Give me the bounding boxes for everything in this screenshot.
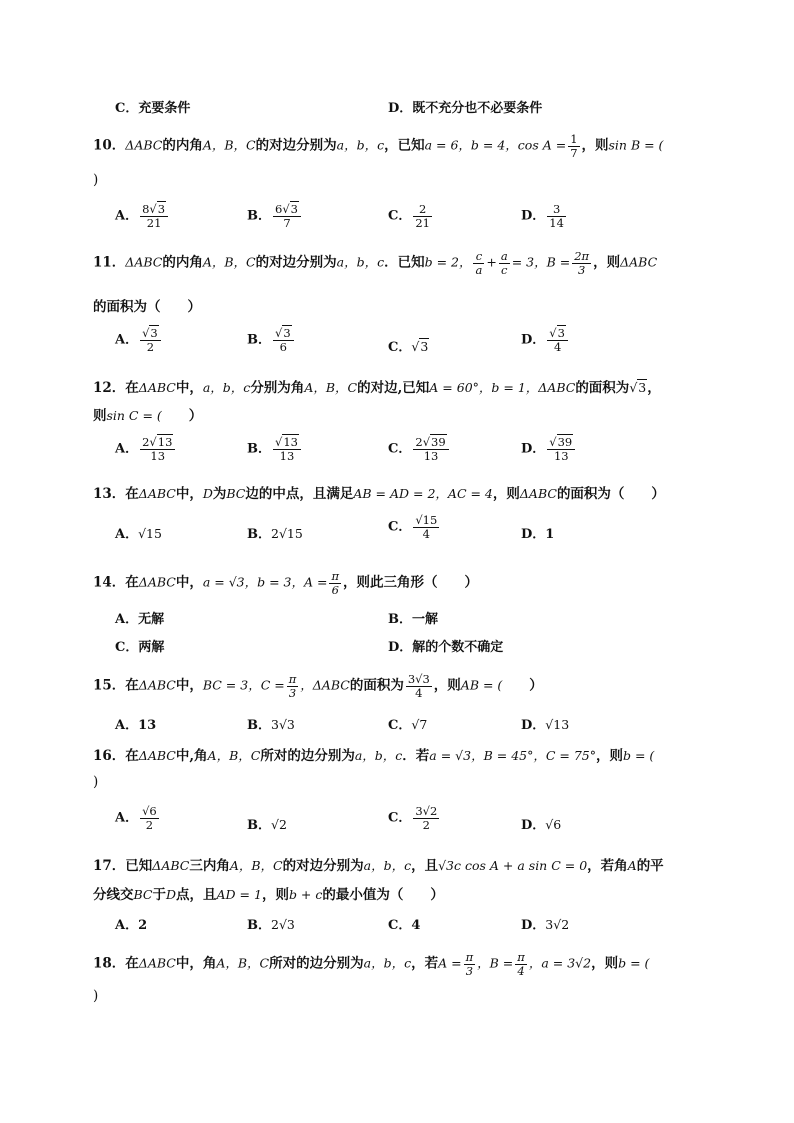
- fraction: $\frac{2√13}{13}$: [140, 436, 175, 462]
- q16-option-c: [388, 805, 441, 831]
- option-text: 一解: [412, 612, 439, 627]
- text: ，则: [492, 486, 520, 502]
- fraction: $\frac{\pi}{3}$: [288, 672, 297, 700]
- question-number: 10．: [93, 137, 126, 154]
- option-label: C．: [388, 718, 412, 733]
- option-label: A．: [115, 918, 139, 933]
- question-number: 15．: [93, 677, 126, 694]
- math: A，B，C: [202, 254, 256, 270]
- option-label: C．: [388, 918, 412, 933]
- math: b + c: [288, 887, 323, 902]
- option-value: 2: [138, 918, 148, 933]
- math: ΔABC: [138, 748, 176, 763]
- q13-option-c: [388, 514, 441, 540]
- q15-option-a: [115, 714, 156, 733]
- q12-stem: [93, 376, 661, 396]
- fraction: $\frac{6√3}{7}$: [273, 203, 301, 229]
- math: ΔABC: [152, 858, 190, 873]
- option-label: C．: [388, 519, 412, 535]
- text: 中,角: [175, 748, 208, 764]
- option-label: A．: [115, 208, 139, 224]
- math: ΔABC: [138, 574, 176, 590]
- q17-option-d: [521, 914, 569, 933]
- q17-option-c: [388, 914, 420, 933]
- option-label: D．: [521, 918, 546, 933]
- text: 为: [212, 486, 227, 502]
- math: D: [165, 887, 177, 902]
- fraction: $\frac{8√3}{21}$: [140, 203, 168, 229]
- text: ）: [161, 408, 203, 424]
- q13-stem: [93, 482, 665, 502]
- math: A: [627, 858, 637, 873]
- fraction: $\frac{\pi}{3}$: [465, 950, 474, 978]
- option-label: D．: [388, 101, 413, 116]
- text: 的对边分别为: [255, 137, 337, 154]
- q10-option-c: [388, 203, 434, 229]
- q16-option-a: [115, 805, 161, 831]
- text: ，则此三角形（ ）: [343, 574, 479, 591]
- text: 在: [125, 748, 139, 764]
- text: 在: [125, 574, 139, 591]
- math: AB = (: [460, 677, 503, 693]
- math: b = (: [618, 955, 650, 971]
- q18-close: ): [93, 988, 99, 1004]
- text: 所对的边分别为: [260, 748, 355, 764]
- option-label: D．: [521, 527, 546, 542]
- option-label: B．: [247, 718, 271, 733]
- text: 的面积为: [575, 380, 630, 396]
- math: sin C = (: [106, 408, 162, 423]
- q15-option-c: [388, 714, 427, 733]
- q16-option-d: [521, 814, 561, 833]
- math: A，B，C: [304, 380, 358, 395]
- question-number: 12．: [93, 380, 126, 396]
- question-number: 17．: [93, 858, 126, 874]
- math: +: [486, 254, 497, 270]
- q16-stem: [93, 744, 654, 764]
- math: a = √3，b = 3，A =: [202, 574, 328, 590]
- q9-option-c: [115, 97, 190, 116]
- text: 则: [93, 408, 107, 424]
- math: a = √3，B = 45°，C = 75°: [429, 748, 596, 763]
- q15-option-d: [521, 714, 569, 733]
- fraction: $\frac{2}{21}$: [415, 202, 430, 230]
- text: ，则: [261, 887, 289, 903]
- radical: √3: [629, 380, 647, 395]
- text: 所对的边分别为: [269, 955, 364, 972]
- math: A = 60°，b = 1，ΔABC: [429, 380, 576, 395]
- q13-option-a: [115, 523, 162, 542]
- fraction: $\frac{c}{a}$: [475, 249, 483, 277]
- option-label: C．: [388, 810, 412, 826]
- option-value: 3√2: [545, 917, 570, 932]
- math: AB = AD = 2，AC = 4: [353, 486, 493, 501]
- math: a，b，c: [354, 748, 403, 763]
- text: 的对边分别为: [255, 254, 337, 271]
- question-number: 13．: [93, 486, 126, 502]
- option-value: 3√3: [271, 717, 295, 732]
- q11-stem: [93, 250, 657, 276]
- fraction: $\frac{√3}{6}$: [273, 327, 294, 353]
- q17-stem: [93, 854, 664, 874]
- math: a，b，c: [363, 858, 412, 873]
- math: b = 2，: [424, 254, 472, 270]
- math: √3c cos A + a sin C = 0: [438, 858, 588, 873]
- math: a，b，c: [336, 137, 385, 153]
- option-label: D．: [521, 818, 546, 833]
- q17-option-a: [115, 914, 147, 933]
- fraction: $\frac{2√39}{13}$: [413, 436, 448, 462]
- q11-option-d: [521, 327, 570, 353]
- text: ．若: [402, 748, 430, 764]
- option-label: B．: [247, 332, 271, 348]
- option-label: B．: [247, 818, 271, 833]
- text: 中，: [175, 486, 203, 502]
- option-text: 两解: [138, 640, 165, 655]
- option-text: 解的个数不确定: [412, 640, 504, 655]
- option-label: D．: [521, 441, 546, 457]
- option-value: √15: [138, 526, 162, 541]
- text: 的平: [636, 858, 664, 874]
- option-label: D．: [388, 640, 413, 655]
- option-text: 既不充分也不必要条件: [412, 101, 543, 116]
- option-label: C．: [115, 101, 139, 116]
- q12-option-a: [115, 436, 177, 462]
- math: ΔABC: [125, 254, 163, 270]
- fraction: $\frac{√15}{4}$: [415, 513, 438, 541]
- option-label: B．: [247, 208, 271, 224]
- text: ，则: [433, 677, 461, 694]
- option-value: √2: [271, 817, 287, 832]
- fraction: $\frac{3}{14}$: [549, 202, 564, 230]
- text: 在: [125, 486, 139, 502]
- math: AD = 1: [216, 887, 262, 902]
- q17-line2: [93, 883, 444, 903]
- text: ，: [647, 380, 661, 396]
- math: A，B，C: [207, 748, 261, 763]
- text: 的面积为（ ）: [556, 486, 665, 502]
- q17-option-b: [247, 914, 295, 933]
- option-value: 1: [545, 527, 555, 542]
- math: ，a = 3√2: [528, 955, 592, 971]
- option-value: 2√3: [271, 917, 295, 932]
- math: ΔABC: [138, 486, 176, 501]
- fraction: $\frac{\pi}{6}$: [331, 569, 340, 597]
- math: a，b，c: [336, 254, 385, 270]
- option-value: 13: [138, 718, 157, 733]
- option-label: B．: [247, 527, 271, 542]
- q14-option-a: [115, 608, 164, 627]
- q12-option-d: [521, 436, 577, 462]
- text: ，则: [581, 137, 609, 154]
- math: = 3，B =: [511, 254, 571, 270]
- text: ，若: [411, 955, 439, 972]
- option-label: A．: [115, 332, 139, 348]
- option-label: A．: [115, 527, 139, 542]
- q9-option-d: [388, 97, 542, 116]
- option-value: √6: [545, 817, 562, 832]
- question-number: 18．: [93, 955, 126, 972]
- text: ）: [502, 677, 543, 694]
- option-label: B．: [388, 612, 412, 627]
- text: 在: [125, 380, 139, 396]
- q13-option-b: [247, 523, 303, 542]
- math: ，ΔABC: [300, 677, 350, 693]
- q14-option-b: [388, 608, 438, 627]
- text: 的内角: [162, 254, 203, 271]
- fraction: $\frac{2\pi}{3}$: [574, 249, 590, 277]
- math: ΔABC: [620, 254, 658, 270]
- text: 中，: [175, 677, 203, 694]
- fraction: $\frac{√13}{13}$: [273, 436, 301, 462]
- math: A，B，C: [216, 955, 270, 971]
- text: 点，且: [176, 887, 217, 903]
- q11-option-a: [115, 327, 163, 353]
- option-value: 2√15: [271, 526, 303, 541]
- math: A，B，C: [202, 137, 256, 153]
- q10-option-d: [521, 203, 568, 229]
- q16-option-b: [247, 814, 287, 833]
- math: D: [202, 486, 213, 501]
- q13-option-d: [521, 523, 554, 542]
- text: 的对边分别为: [282, 858, 364, 874]
- math: A，B，C: [229, 858, 283, 873]
- text: 的最小值为（ ）: [322, 887, 444, 903]
- question-number: 14．: [93, 574, 126, 591]
- q12-line2: [93, 404, 202, 424]
- option-text: 无解: [138, 612, 165, 627]
- text: ，则: [596, 748, 623, 764]
- math: BC = 3，C =: [202, 677, 285, 693]
- fraction: $\frac{√3}{2}$: [140, 327, 161, 353]
- option-value: √7: [411, 717, 428, 732]
- text: ，则: [591, 955, 619, 972]
- fraction: $\frac{a}{c}$: [500, 249, 508, 277]
- q12-option-b: [247, 436, 303, 462]
- option-label: A．: [115, 718, 139, 733]
- text: 在: [125, 677, 139, 694]
- option-label: D．: [521, 718, 546, 733]
- option-label: A．: [115, 612, 139, 627]
- text: 于: [152, 887, 166, 903]
- text: ，则: [593, 254, 621, 271]
- q15-stem: [93, 673, 543, 699]
- fraction: $\frac{√6}{2}$: [142, 804, 157, 832]
- math: a = 6，b = 4，cos A =: [424, 137, 567, 153]
- math: b = (: [623, 748, 655, 763]
- text: 中，: [175, 574, 203, 591]
- text: ．已知: [384, 254, 425, 271]
- math: ΔABC: [125, 137, 163, 153]
- option-label: C．: [388, 340, 412, 355]
- fraction: $\frac{√39}{13}$: [547, 436, 575, 462]
- q10-option-b: [247, 203, 303, 229]
- q14-option-c: [115, 636, 164, 655]
- option-label: D．: [521, 332, 546, 348]
- option-label: D．: [521, 208, 546, 224]
- text: 的对边,已知: [357, 380, 430, 396]
- text: 边的中点，且满足: [245, 486, 354, 502]
- option-label: C．: [115, 640, 139, 655]
- math: ΔABC: [519, 486, 557, 501]
- math: BC: [226, 486, 246, 501]
- math: ΔABC: [138, 677, 176, 693]
- q12-option-c: [388, 436, 451, 462]
- text: 已知: [125, 858, 153, 874]
- text: 三内角: [189, 858, 230, 874]
- text: ，已知: [384, 137, 425, 154]
- q10-close: ): [93, 172, 99, 188]
- q11-option-c: C．√3: [388, 339, 429, 355]
- fraction: $\frac{√3}{4}$: [547, 327, 568, 353]
- math: a，b，c: [363, 955, 412, 971]
- fraction: $\frac{1}{7}$: [570, 132, 578, 160]
- math: a，b，c: [202, 380, 251, 395]
- option-label: B．: [247, 441, 271, 457]
- text: 分线交: [93, 887, 134, 903]
- fraction: $\frac{3√2}{2}$: [415, 804, 438, 832]
- text: 的面积为: [349, 677, 404, 694]
- option-label: A．: [115, 441, 139, 457]
- math: ，B =: [477, 955, 514, 971]
- q16-close: ): [93, 774, 99, 790]
- fraction: $\frac{\pi}{4}$: [517, 950, 525, 978]
- math: A =: [438, 955, 462, 971]
- text: 在: [125, 955, 139, 972]
- option-label: C．: [388, 208, 412, 224]
- q10-stem: [93, 133, 663, 159]
- text: 中，角: [175, 955, 217, 972]
- q14-option-d: [388, 636, 503, 655]
- q15-option-b: [247, 714, 295, 733]
- option-label: A．: [115, 810, 139, 826]
- option-value: √13: [545, 717, 570, 732]
- math: ΔABC: [138, 380, 176, 395]
- text: 的内角: [162, 137, 203, 154]
- text: 分别为角: [250, 380, 305, 396]
- text: ，且: [411, 858, 439, 874]
- text: ，若角: [587, 858, 628, 874]
- q11-option-b: [247, 327, 296, 353]
- question-number: 16．: [93, 748, 126, 764]
- text: 中，: [175, 380, 203, 396]
- math: BC: [133, 887, 153, 902]
- option-label: B．: [247, 918, 271, 933]
- q18-stem: [93, 951, 649, 977]
- option-value: 4: [411, 918, 421, 933]
- q11-line2: 的面积为（ ）: [93, 299, 201, 315]
- math: ΔABC: [138, 955, 176, 971]
- option-label: C．: [388, 441, 412, 457]
- option-text: 充要条件: [138, 101, 191, 116]
- q10-option-a: [115, 203, 170, 229]
- q14-stem: [93, 570, 478, 596]
- fraction: $\frac{3√3}{4}$: [407, 672, 430, 700]
- question-number: 11．: [93, 254, 126, 271]
- math: sin B = (: [608, 137, 664, 153]
